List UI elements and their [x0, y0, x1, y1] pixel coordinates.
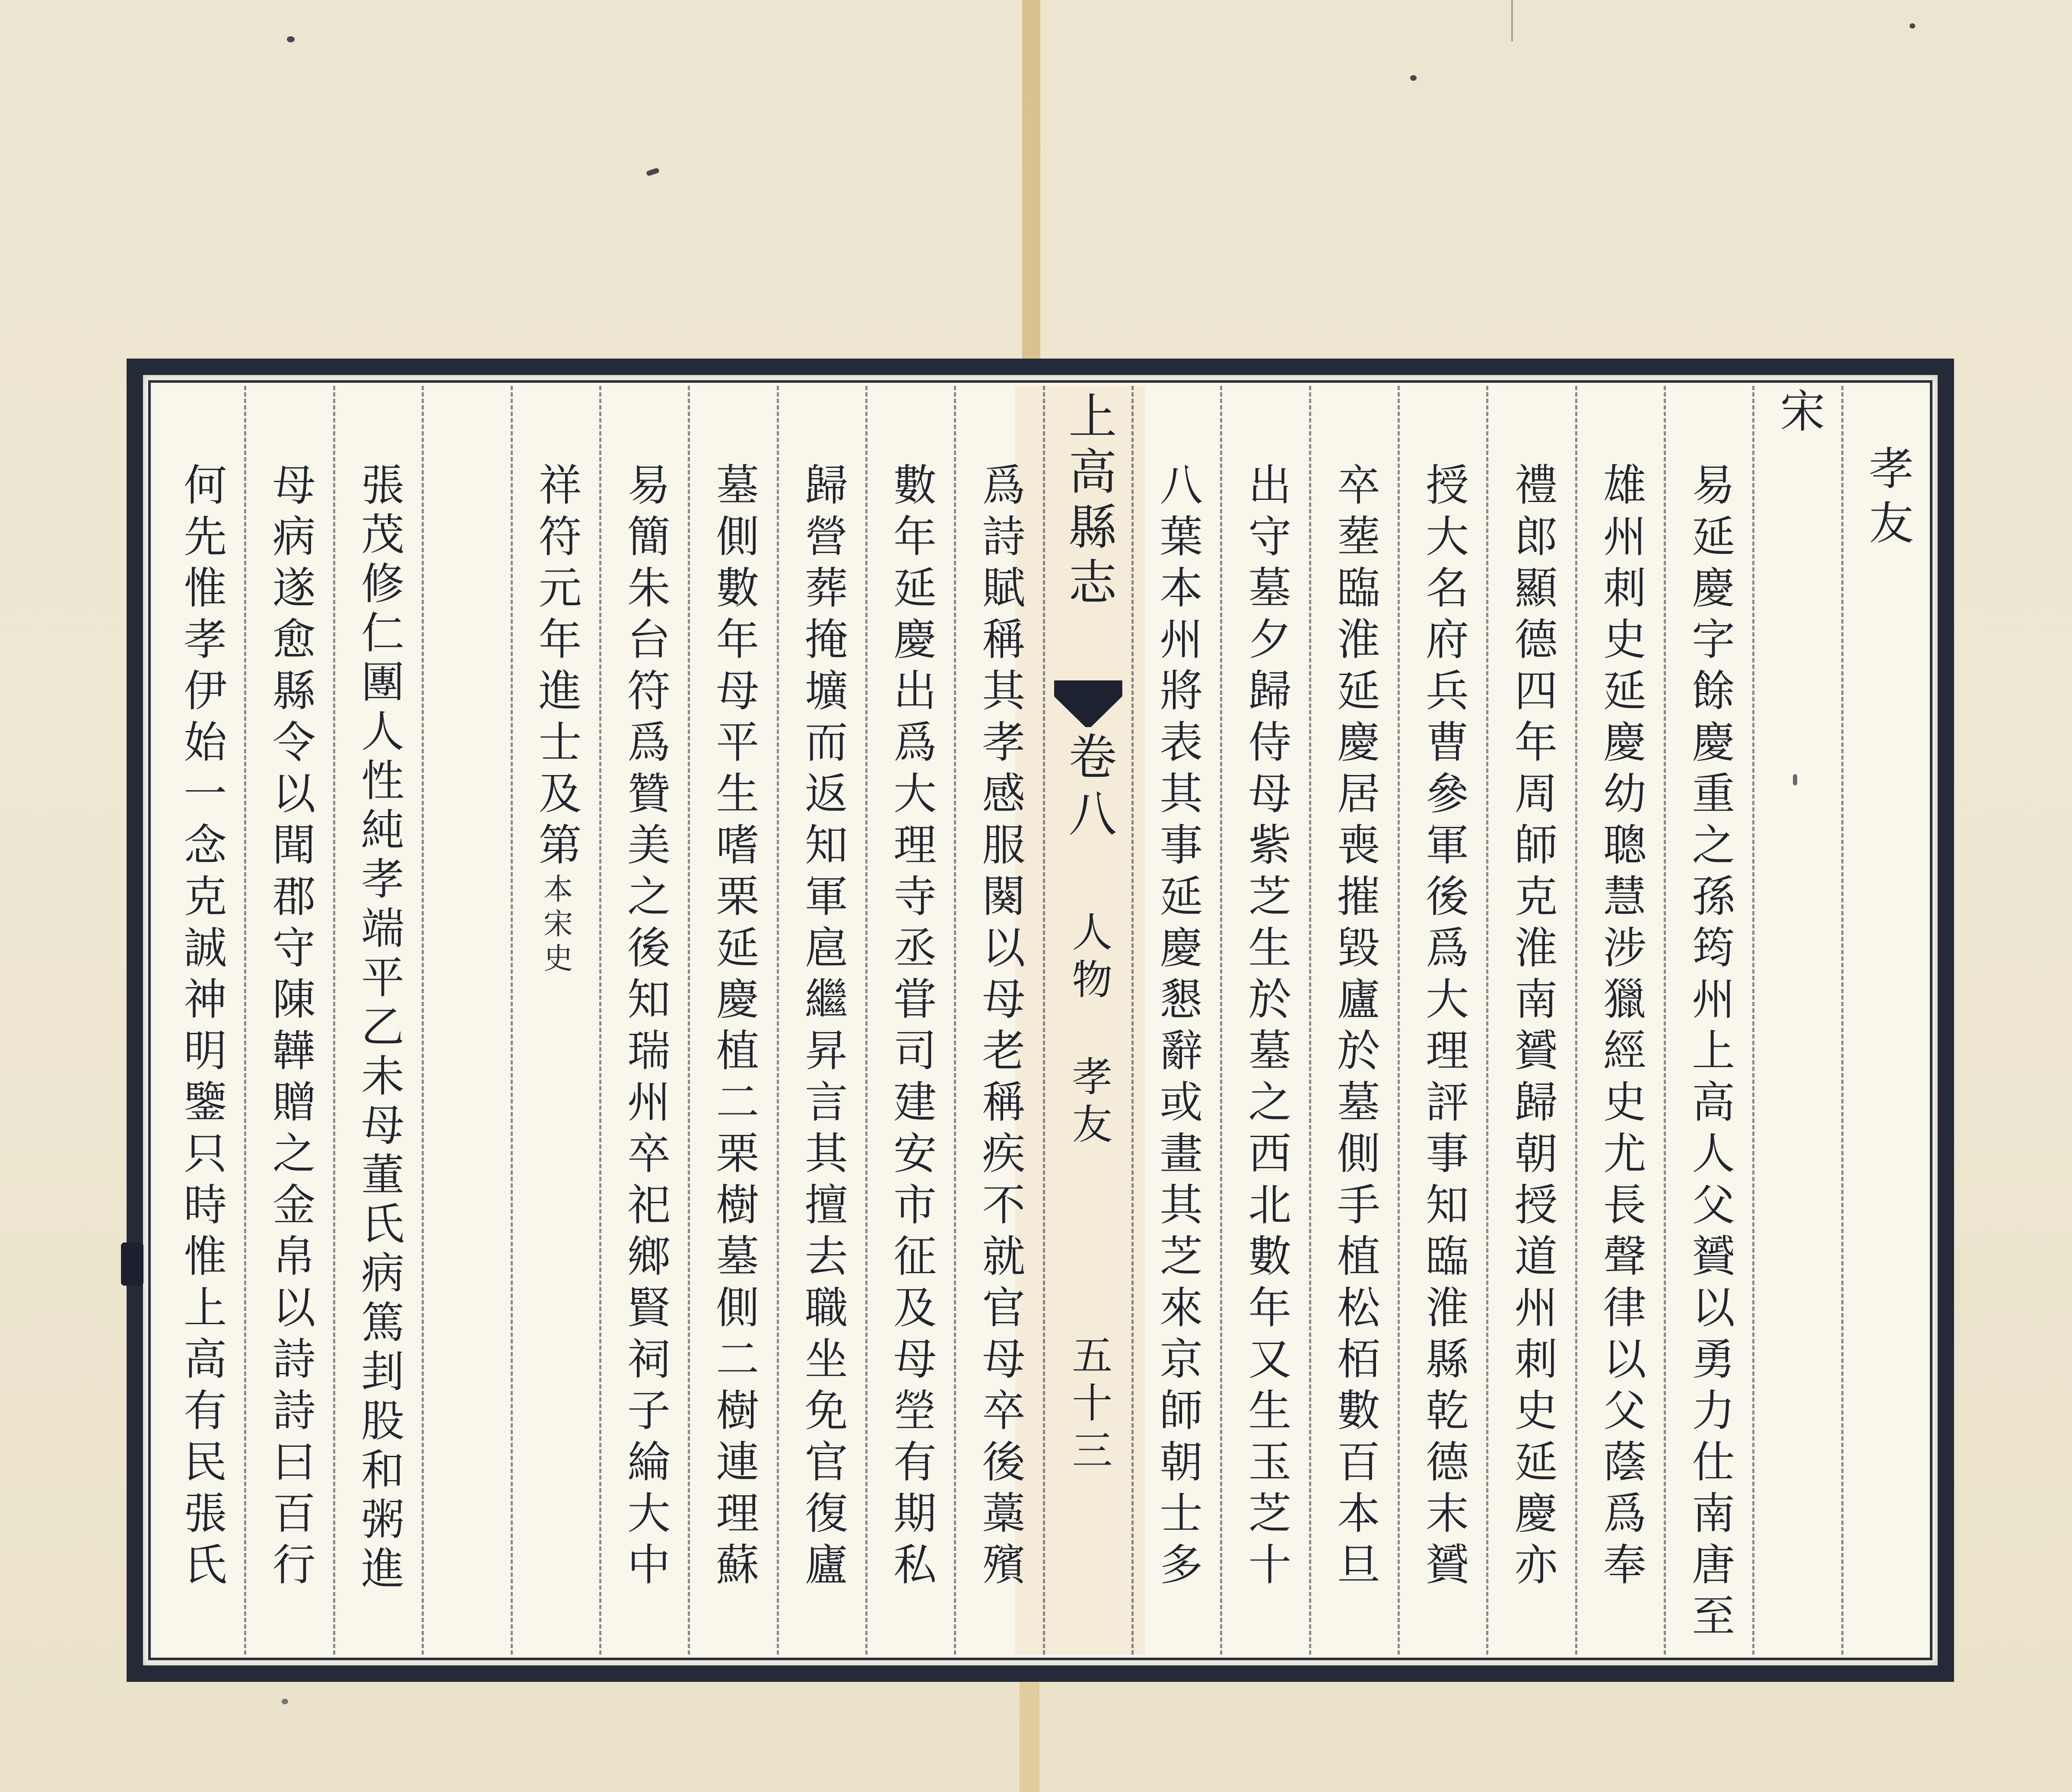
text-column-12	[599, 386, 688, 1655]
text-column-5	[1309, 386, 1398, 1655]
text-column-4	[1398, 386, 1486, 1655]
body-text: 授大名府兵曹參軍後爲大理評事知臨淮縣乾德末贇	[1419, 462, 1468, 1593]
section-header: 孝友	[1862, 445, 1912, 554]
section-label: 人物	[1065, 911, 1111, 1006]
text-column-14	[333, 386, 422, 1655]
text-column-2	[1575, 386, 1664, 1655]
volume-label: 卷八	[1061, 731, 1115, 845]
fishtail-ornament	[1054, 680, 1122, 727]
source-note: 本宋史	[539, 874, 572, 977]
center-title-column	[1043, 386, 1131, 1655]
text-column-11	[688, 386, 776, 1655]
ink-speck	[287, 36, 295, 42]
body-text: 八葉本州將表其事延慶懇辭或畫其芝來京師朝士多	[1153, 462, 1201, 1593]
body-text: 祥符元年進士及第	[532, 462, 580, 874]
border-ink-blob	[121, 1242, 143, 1286]
ink-speck	[646, 168, 660, 177]
book-title: 上高縣志	[1061, 391, 1115, 612]
body-text: 張茂修仁團人性純孝端平乙未母董氏病篤刲股和粥進	[354, 462, 403, 1595]
page-number: 五十三	[1065, 1334, 1111, 1477]
column-dynasty	[1752, 386, 1841, 1655]
fold-crease-top	[1022, 0, 1040, 359]
body-text: 爲詩賦稱其孝感服闋以母老稱疾不就官母卒後藁殯	[976, 462, 1024, 1593]
text-column-10	[777, 386, 865, 1655]
text-column-1	[1664, 386, 1752, 1655]
body-text: 墓側數年母平生嗜栗延慶植二栗樹墓側二樹連理蘇	[709, 462, 758, 1593]
body-text: 雄州刺史延慶幼聰慧涉獵經史尤長聲律以父蔭爲奉	[1596, 462, 1645, 1593]
body-text: 歸營葬掩壙而返知軍扈繼昇言其擅去職坐免官復廬	[798, 462, 846, 1593]
blank-column	[422, 386, 510, 1655]
column-section-header	[1841, 386, 1930, 1655]
body-text: 易簡朱台符爲贊美之後知瑞州卒祀鄉賢祠子綸大中	[621, 462, 669, 1593]
text-column-6	[1220, 386, 1309, 1655]
text-columns	[158, 386, 1930, 1655]
dynasty-label: 宋	[1773, 388, 1823, 441]
text-column-16	[158, 386, 244, 1655]
text-column-9	[865, 386, 954, 1655]
scan-hairline	[1511, 0, 1513, 41]
ink-speck	[1793, 774, 1797, 785]
body-text: 數年延慶出爲大理寺丞甞司建安市征及母塋有期私	[887, 462, 935, 1593]
text-column-3	[1486, 386, 1575, 1655]
text-column-13	[511, 386, 599, 1655]
body-text: 易延慶字餘慶重之孫筠州上高人父贇以勇力仕南唐至	[1685, 462, 1734, 1645]
body-text-with-note	[534, 462, 578, 977]
text-column-8	[954, 386, 1042, 1655]
body-text: 卒塟臨淮延慶居喪摧毀廬於墓側手植松栢數百本旦	[1330, 462, 1379, 1593]
subsection-label: 孝友	[1065, 1055, 1111, 1150]
body-text: 母病遂愈縣令以聞郡守陳韡贈之金帛以詩詩曰百行	[266, 462, 314, 1593]
fold-crease-bottom	[1020, 1681, 1039, 1792]
text-column-15	[244, 386, 333, 1655]
body-text: 禮郎顯德四年周師克淮南贇歸朝授道州刺史延慶亦	[1508, 462, 1556, 1593]
ink-speck	[282, 1699, 288, 1704]
text-column-7	[1131, 386, 1220, 1655]
ink-speck	[1910, 23, 1915, 29]
ink-speck	[1410, 75, 1417, 81]
body-text: 何先惟孝伊始一念克誠神明鑒只時惟上高有民張氏	[177, 462, 226, 1593]
body-text: 出守墓夕歸侍母紫芝生於墓之西北數年又生玉芝十	[1242, 462, 1290, 1593]
